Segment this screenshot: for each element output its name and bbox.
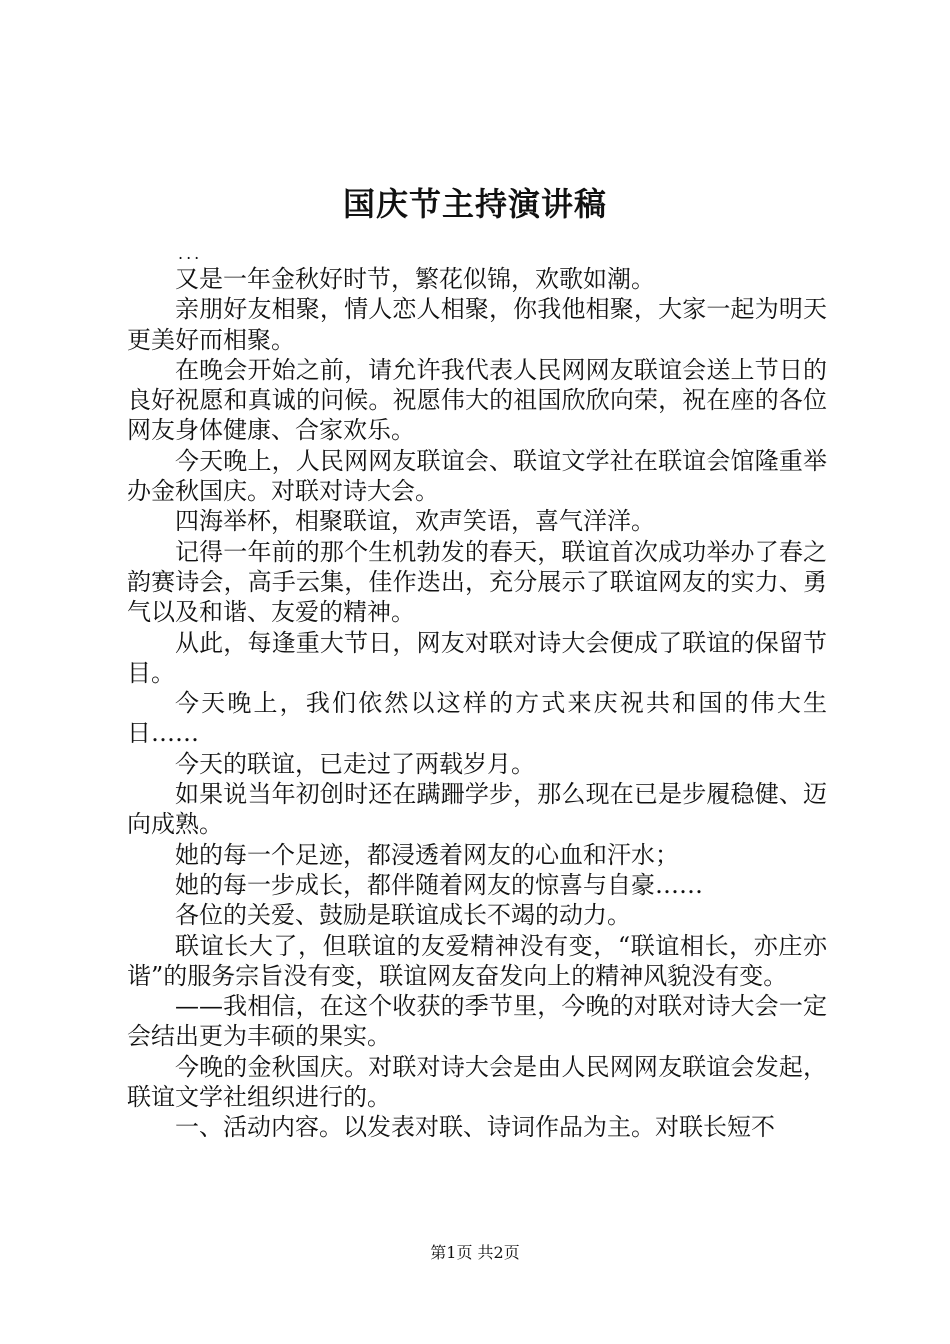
paragraph: 今天晚上，人民网网友联谊会、联谊文学社在联谊会馆隆重举办金秋国庆。对联对诗大会。 [127,446,827,506]
paragraph: 四海举杯，相聚联谊，欢声笑语，喜气洋洋。 [175,507,655,536]
paragraph: 如果说当年初创时还在蹒跚学步，那么现在已是步履稳健、迈向成熟。 [127,780,827,839]
paragraph: 从此，每逢重大节日，网友对联对诗大会便成了联谊的保留节目。 [127,628,827,687]
paragraph: 记得一年前的那个生机勃发的春天，联谊首次成功举办了春之韵赛诗会，高手云集，佳作迭出，充分展示了联谊网友的实力、勇气以及和谐、友爱的精神。 [127,537,827,627]
paragraph: 她的每一个足迹，都浸透着网友的心血和汗水； [175,840,679,869]
paragraph: 一、活动内容。以发表对联、诗词作品为主。对联长短不 [175,1113,775,1142]
document-title: 国庆节主持演讲稿 [342,185,607,223]
paragraph: 今晚的金秋国庆。对联对诗大会是由人民网网友联谊会发起，联谊文学社组织进行的。 [127,1052,827,1112]
paragraph: 在晚会开始之前，请允许我代表人民网网友联谊会送上节日的良好祝愿和真诚的问候。祝愿伟大的祖国欣欣向荣，祝在座的各位网友身体健康、合家欢乐。 [127,355,827,445]
paragraph: 各位的关爱、鼓励是联谊成长不竭的动力。 [175,901,631,930]
paragraph: ——我相信，在这个收获的季节里，今晚的对联对诗大会一定会结出更为丰硕的果实。 [127,992,827,1051]
paragraph: 亲朋好友相聚，情人恋人相聚，你我他相聚，大家一起为明天更美好而相聚。 [127,295,827,354]
page-footer: 第1页 共2页 [430,1243,520,1262]
paragraph: 她的每一步成长，都伴随着网友的惊喜与自豪…… [175,870,703,899]
paragraph: 联谊长大了，但联谊的友爱精神没有变，“联谊相长，亦庄亦谐”的服务宗旨没有变，联谊网友奋发向上的精神风貌没有变。 [127,931,827,990]
ellipsis-mark: ... [178,244,203,263]
paragraph: 又是一年金秋好时节，繁花似锦，欢歌如潮。 [175,265,655,293]
document-body [127,264,827,1143]
paragraph: 今天的联谊，已走过了两载岁月。 [175,749,535,778]
paragraph: 今天晚上，我们依然以这样的方式来庆祝共和国的伟大生日…… [127,689,827,748]
